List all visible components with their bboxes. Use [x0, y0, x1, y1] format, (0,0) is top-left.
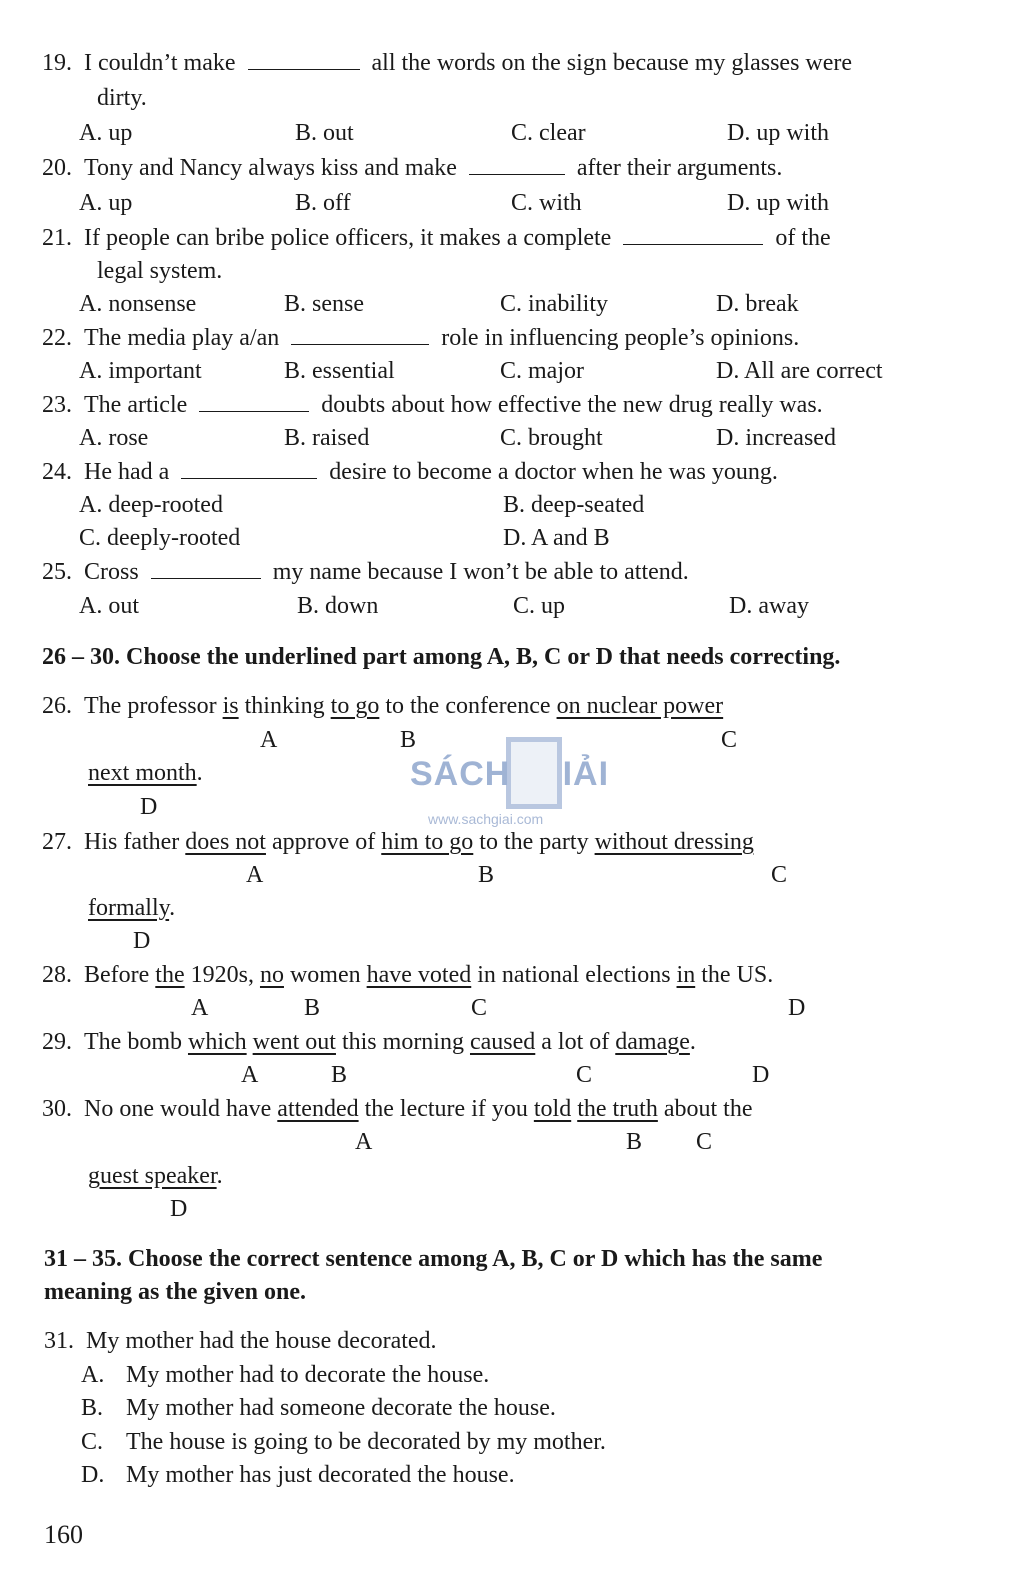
q24-text-post: desire to become a doctor when he was young.: [329, 459, 778, 485]
q21-number: 21.: [42, 225, 72, 251]
q29-stem: [42, 1027, 696, 1057]
q29-number: 29.: [42, 1029, 72, 1055]
q21-text-post: of the: [775, 225, 831, 251]
q26-text-2: thinking: [244, 693, 325, 719]
q28-label-d: D: [788, 995, 806, 1021]
q31-option-b-label: B.: [81, 1395, 104, 1421]
q22-text-post: role in influencing people’s opinions.: [441, 325, 800, 351]
q27-text-3: to the party: [479, 829, 589, 855]
q27-label-a: A: [246, 862, 264, 888]
q30-text-3: about the: [663, 1096, 753, 1122]
q29-underline-a: which: [187, 1029, 247, 1055]
q29-underline-c: caused: [469, 1029, 536, 1055]
q23-number: 23.: [42, 392, 72, 418]
q30-text-1: No one would have: [84, 1096, 272, 1122]
q24-option-a: A. deep-rooted: [79, 492, 223, 518]
q21-option-c: C. inability: [500, 291, 608, 317]
q28-underline-b: no: [259, 962, 284, 988]
q30-stem: [42, 1094, 753, 1124]
q24-number: 24.: [42, 459, 72, 485]
q23-stem: [42, 390, 823, 420]
q28-text-4: in national elections: [477, 962, 671, 988]
q26-underline-a: is: [222, 693, 239, 719]
q30-label-b: B: [626, 1129, 643, 1155]
q27-text-1: His father: [84, 829, 180, 855]
q23-option-c: C. brought: [500, 425, 603, 451]
q27-underline-b: him to go: [381, 829, 474, 855]
q31-option-b: [81, 1393, 556, 1423]
q31-option-c: [81, 1427, 606, 1457]
q19-text-post: all the words on the sign because my glasses were: [371, 50, 853, 76]
q23-option-d: D. increased: [716, 425, 836, 451]
q20-option-a: A. up: [79, 190, 133, 216]
q30-label-d: D: [170, 1196, 188, 1222]
q27-label-b: B: [478, 862, 495, 888]
q29-label-a: A: [241, 1062, 259, 1088]
q26-text-1: The professor: [84, 693, 217, 719]
q25-option-a: A. out: [79, 593, 139, 619]
watermark-brand: [410, 755, 609, 794]
section-heading-31-35-line2: meaning as the given one.: [44, 1279, 307, 1305]
q25-option-b: B. down: [297, 593, 379, 619]
q25-text-pre: Cross: [84, 559, 139, 585]
q31-text: My mother had the house decorated.: [86, 1328, 437, 1354]
q20-option-b: B. off: [295, 190, 351, 216]
q20-text-post: after their arguments.: [576, 155, 783, 181]
q26-label-b: B: [400, 727, 417, 753]
q24-option-b: B. deep-seated: [503, 492, 645, 518]
q19-text-pre: I couldn’t make: [84, 50, 236, 76]
q21-option-d: D. break: [716, 291, 799, 317]
q21-continuation: legal system.: [97, 258, 223, 284]
q31-option-a-label: A.: [81, 1362, 105, 1388]
q31-option-a-text: My mother had to decorate the house.: [126, 1362, 490, 1388]
q31-option-d: [81, 1460, 515, 1490]
q28-text-5: the US.: [701, 962, 774, 988]
q19-option-a: A. up: [79, 120, 133, 146]
q30-text-2: the lecture if you: [364, 1096, 528, 1122]
q27-number: 27.: [42, 829, 72, 855]
q26-underline-b: to go: [330, 693, 380, 719]
q29-period: .: [689, 1029, 696, 1055]
q28-underline-d: in: [676, 962, 696, 988]
q21-text-pre: If people can bribe police officers, it makes a complete: [84, 225, 612, 251]
q20-number: 20.: [42, 155, 72, 181]
q30-continuation: [88, 1161, 223, 1191]
q31-option-b-text: My mother had someone decorate the house.: [126, 1395, 556, 1421]
q23-option-a: A. rose: [79, 425, 149, 451]
watermark-url: www.sachgiai.com: [428, 811, 544, 827]
q26-number: 26.: [42, 693, 72, 719]
q31-option-c-label: C.: [81, 1429, 104, 1455]
q19-continuation: dirty.: [97, 85, 147, 111]
q29-label-b: B: [331, 1062, 348, 1088]
q26-underline-c: on nuclear power: [556, 693, 724, 719]
q24-option-c: C. deeply-rooted: [79, 525, 241, 551]
q19-option-c: C. clear: [511, 120, 586, 146]
q24-stem: [42, 457, 778, 487]
q31-option-c-text: The house is going to be decorated by my mother.: [126, 1429, 606, 1455]
q25-number: 25.: [42, 559, 72, 585]
q28-text-2: 1920s,: [190, 962, 254, 988]
q20-blank: [469, 154, 565, 175]
q20-option-c: C. with: [511, 190, 582, 216]
q28-stem: [42, 960, 773, 990]
q31-option-a: [81, 1360, 489, 1390]
q22-number: 22.: [42, 325, 72, 351]
q21-option-a: A. nonsense: [79, 291, 197, 317]
q28-underline-a: the: [155, 962, 185, 988]
q26-label-c: C: [721, 727, 738, 753]
q26-label-d: D: [140, 794, 158, 820]
q27-underline-d: formally: [88, 895, 170, 921]
q19-blank: [248, 49, 360, 70]
q22-option-a: A. important: [79, 358, 202, 384]
q30-underline-c: the truth: [577, 1096, 658, 1122]
q26-label-a: A: [260, 727, 278, 753]
q21-blank: [623, 224, 763, 245]
q26-text-3: to the conference: [385, 693, 551, 719]
q27-stem: [42, 827, 754, 857]
q22-option-c: C. major: [500, 358, 584, 384]
watermark-brand-post: IẢI: [562, 755, 610, 793]
section-heading-26-30: 26 – 30. Choose the underlined part among A, B, C or D that needs correcting.: [42, 644, 841, 670]
q26-period: .: [196, 760, 203, 786]
q23-blank: [199, 391, 309, 412]
section-heading-31-35-line1: 31 – 35. Choose the correct sentence among A, B, C or D which has the same: [44, 1246, 823, 1272]
q25-text-post: my name because I won’t be able to attend.: [272, 559, 689, 585]
q20-stem: [42, 153, 782, 183]
watermark: [410, 735, 620, 825]
q25-option-d: D. away: [729, 593, 809, 619]
q28-label-a: A: [191, 995, 209, 1021]
q24-option-d: D. A and B: [503, 525, 610, 551]
q30-number: 30.: [42, 1096, 72, 1122]
q29-underline-d: damage: [615, 1029, 690, 1055]
q20-text-pre: Tony and Nancy always kiss and make: [84, 155, 457, 181]
q21-option-b: B. sense: [284, 291, 364, 317]
q28-underline-c: have voted: [366, 962, 472, 988]
q23-option-b: B. raised: [284, 425, 370, 451]
q22-text-pre: The media play a/an: [84, 325, 280, 351]
q27-label-d: D: [133, 928, 151, 954]
q22-option-b: B. essential: [284, 358, 395, 384]
q29-label-c: C: [576, 1062, 593, 1088]
q31-number: 31.: [44, 1328, 74, 1354]
q20-option-d: D. up with: [727, 190, 829, 216]
q28-text-1: Before: [84, 962, 150, 988]
q19-option-d: D. up with: [727, 120, 829, 146]
q29-text-1: The bomb: [84, 1029, 182, 1055]
q28-label-c: C: [471, 995, 488, 1021]
q22-blank: [291, 324, 429, 345]
q29-label-d: D: [752, 1062, 770, 1088]
q19-number: 19.: [42, 50, 72, 76]
q26-continuation: [88, 758, 203, 788]
q27-period: .: [169, 895, 176, 921]
q30-underline-d: guest speaker: [88, 1163, 217, 1189]
q24-blank: [181, 458, 317, 479]
page-number: 160: [44, 1520, 83, 1549]
q25-stem: [42, 557, 689, 587]
q27-label-c: C: [771, 862, 788, 888]
q30-underline-a: attended: [277, 1096, 359, 1122]
q22-stem: [42, 323, 799, 353]
q23-text-pre: The article: [84, 392, 188, 418]
q31-option-d-label: D.: [81, 1462, 105, 1488]
q26-underline-d: next month: [88, 760, 197, 786]
q29-text-3: a lot of: [541, 1029, 610, 1055]
q27-underline-c: without dressing: [594, 829, 754, 855]
q19-option-b: B. out: [295, 120, 354, 146]
watermark-brand-pre: SÁCH: [410, 755, 511, 793]
q28-label-b: B: [304, 995, 321, 1021]
q30-label-a: A: [355, 1129, 373, 1155]
q27-underline-a: does not: [185, 829, 266, 855]
q25-option-c: C. up: [513, 593, 566, 619]
q25-blank: [151, 558, 261, 579]
q29-text-2: this morning: [341, 1029, 464, 1055]
q31-option-d-text: My mother has just decorated the house.: [126, 1462, 515, 1488]
q31-stem: [44, 1326, 437, 1356]
q22-option-d: D. All are correct: [716, 358, 883, 384]
q30-period: .: [216, 1163, 223, 1189]
q23-text-post: doubts about how effective the new drug really was.: [321, 392, 823, 418]
q30-underline-b: told: [533, 1096, 572, 1122]
q21-stem: [42, 223, 831, 253]
q27-text-2: approve of: [271, 829, 376, 855]
q28-text-3: women: [289, 962, 361, 988]
q30-label-c: C: [696, 1129, 713, 1155]
q29-underline-b: went out: [252, 1029, 336, 1055]
q19-stem: [42, 48, 852, 78]
q24-text-pre: He had a: [84, 459, 170, 485]
q26-stem: [42, 691, 723, 721]
q28-number: 28.: [42, 962, 72, 988]
q27-continuation: [88, 893, 175, 923]
